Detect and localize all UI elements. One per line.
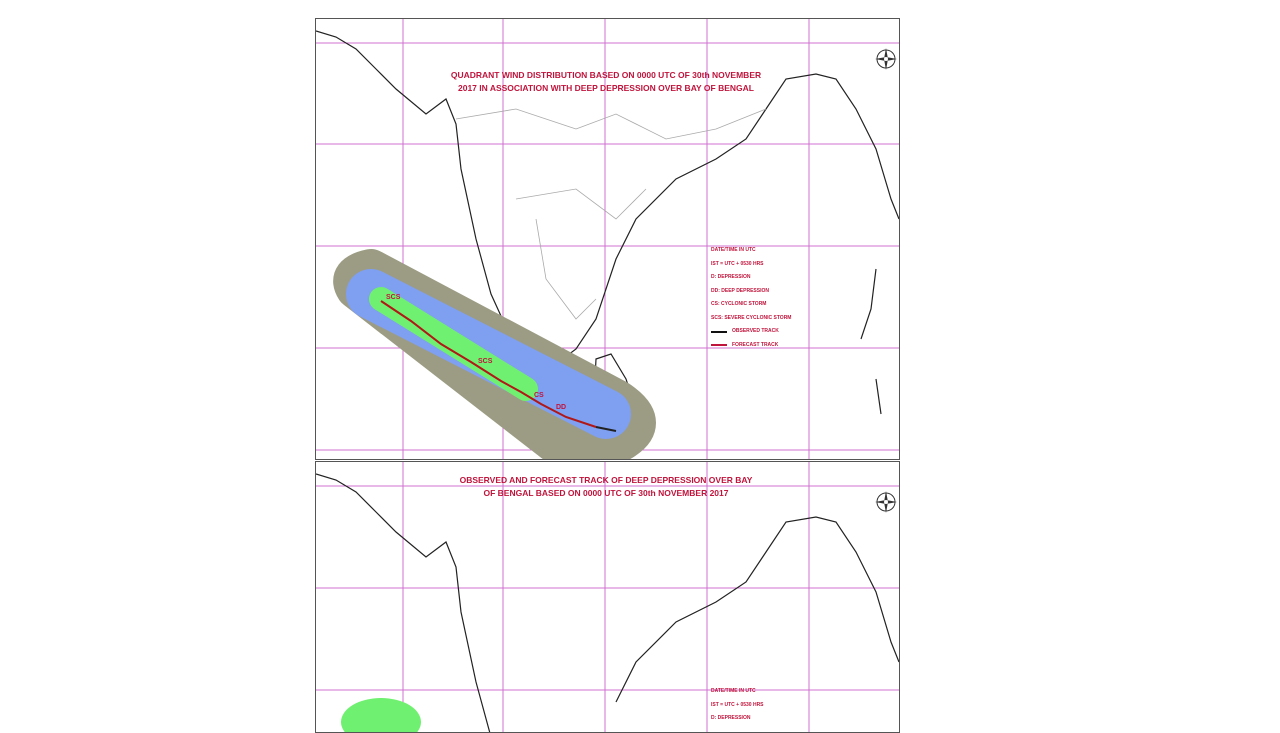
map-legend (711, 685, 764, 726)
track-label: SCS (386, 294, 401, 301)
legend-item: CS: CYCLONIC STORM (711, 301, 767, 307)
track-label: CS (534, 392, 544, 399)
title-line: QUADRANT WIND DISTRIBUTION BASED ON 0000 UTC OF 30th NOVEMBER (450, 70, 762, 80)
observed-line-swatch (711, 331, 727, 333)
compass-icon (875, 491, 897, 513)
forecast-track-map (315, 461, 900, 733)
legend-label: FORECAST TRACK (732, 341, 779, 348)
legend-item: IST = UTC + 0530 HRS (711, 701, 764, 708)
map-legend (711, 244, 791, 352)
legend-item: DATE/TIME IN UTC (711, 688, 756, 694)
map-graphic (316, 462, 899, 732)
lat-lon-grid (316, 462, 899, 732)
map-title (406, 474, 806, 500)
title-line: OBSERVED AND FORECAST TRACK OF DEEP DEPRESSION OVER BAY (459, 475, 753, 485)
legend-item: D: DEPRESSION (711, 715, 751, 721)
legend-item: IST = UTC + 0530 HRS (711, 260, 764, 267)
title-line: OF BENGAL BASED ON 0000 UTC OF 30th NOVEMBER 2017 (483, 488, 729, 498)
legend-label: OBSERVED TRACK (732, 328, 779, 334)
track-label: SCS (478, 358, 493, 365)
legend-item: D: DEPRESSION (711, 274, 751, 280)
wind-distribution-map (315, 18, 900, 460)
legend-item: DD: DEEP DEPRESSION (711, 287, 769, 294)
forecast-line-swatch (711, 344, 727, 346)
legend-forecast (711, 339, 791, 353)
track-label: DD (556, 404, 567, 411)
wind-radius (341, 698, 421, 732)
compass-icon (875, 48, 897, 70)
legend-item: DATE/TIME IN UTC (711, 247, 756, 253)
title-line: 2017 IN ASSOCIATION WITH DEEP DEPRESSION OVER BAY OF BENGAL (458, 83, 754, 93)
legend-item: SCS: SEVERE CYCLONIC STORM (711, 314, 792, 321)
legend-observed (711, 325, 791, 339)
map-title (406, 69, 806, 95)
